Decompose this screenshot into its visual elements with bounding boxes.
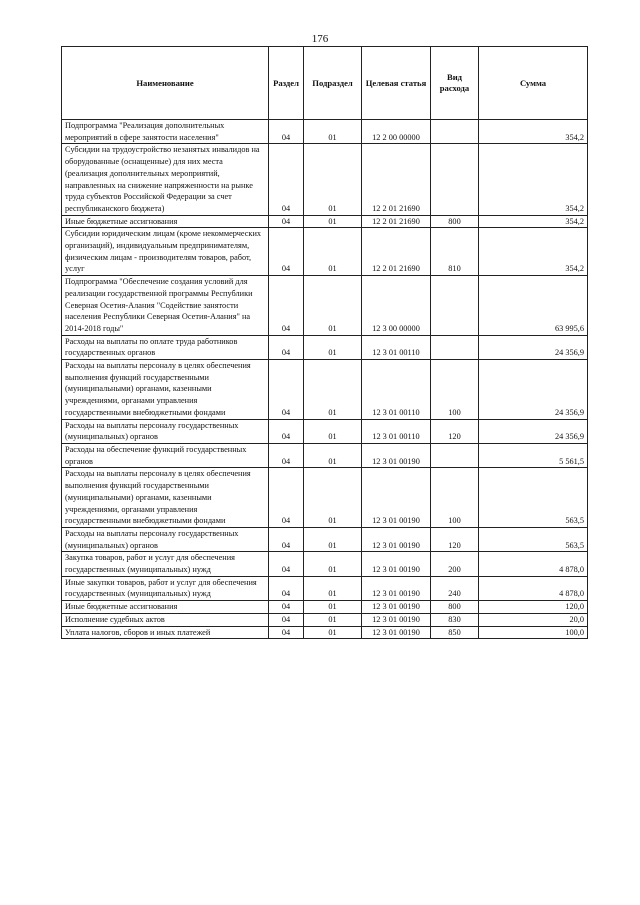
table-row <box>62 228 588 276</box>
row-vid: 120 <box>431 527 479 551</box>
header-name: Наименование <box>62 47 269 120</box>
row-statya: 12 2 01 21690 <box>362 228 431 276</box>
row-razdel: 04 <box>269 419 304 443</box>
row-vid: 800 <box>431 601 479 614</box>
row-summa: 20,0 <box>479 613 588 626</box>
row-summa: 24 356,9 <box>479 360 588 420</box>
row-vid <box>431 144 479 215</box>
row-summa: 4 878,0 <box>479 552 588 576</box>
table-row <box>62 120 588 144</box>
row-name: Расходы на выплаты персоналу в целях обеспечения выполнения функций государственными (муниципальными) органами, казенными учреждениями, органами управления государственными внебюджетными фондами <box>62 468 269 528</box>
row-podrazdel: 01 <box>304 276 362 336</box>
row-vid: 100 <box>431 360 479 420</box>
row-razdel: 04 <box>269 443 304 467</box>
page-number: 176 <box>311 33 329 45</box>
row-razdel: 04 <box>269 144 304 215</box>
row-razdel: 04 <box>269 228 304 276</box>
row-podrazdel: 01 <box>304 215 362 228</box>
row-statya: 12 3 01 00110 <box>362 419 431 443</box>
row-razdel: 04 <box>269 276 304 336</box>
row-podrazdel: 01 <box>304 601 362 614</box>
table-row <box>62 626 588 639</box>
row-name: Подпрограмма "Обеспечение создания условий для реализации государственной программы Республики Северная Осетия-Алания "Содействие занятости населения Республики Северная Осетия-Алания" на 2014-2018 годы" <box>62 276 269 336</box>
row-statya: 12 3 01 00190 <box>362 552 431 576</box>
row-podrazdel: 01 <box>304 144 362 215</box>
row-statya: 12 3 01 00190 <box>362 613 431 626</box>
row-razdel: 04 <box>269 626 304 639</box>
row-vid <box>431 335 479 359</box>
table-row <box>62 419 588 443</box>
row-statya: 12 3 01 00190 <box>362 468 431 528</box>
table-row <box>62 468 588 528</box>
row-name: Субсидии юридическим лицам (кроме некоммерческих организаций), индивидуальным предпринимателям, физическим лицам - производителям товаров, работ, услуг <box>62 228 269 276</box>
row-name: Иные бюджетные ассигнования <box>62 601 269 614</box>
row-podrazdel: 01 <box>304 468 362 528</box>
row-name: Иные закупки товаров, работ и услуг для обеспечения государственных (муниципальных) нужд <box>62 576 269 600</box>
row-name: Расходы на выплаты персоналу государственных (муниципальных) органов <box>62 419 269 443</box>
row-statya: 12 3 01 00190 <box>362 626 431 639</box>
row-name: Расходы на обеспечение функций государственных органов <box>62 443 269 467</box>
row-razdel: 04 <box>269 335 304 359</box>
row-razdel: 04 <box>269 613 304 626</box>
row-summa: 563,5 <box>479 527 588 551</box>
row-podrazdel: 01 <box>304 360 362 420</box>
row-razdel: 04 <box>269 527 304 551</box>
row-podrazdel: 01 <box>304 120 362 144</box>
row-vid <box>431 443 479 467</box>
row-statya: 12 3 01 00110 <box>362 360 431 420</box>
header-razdel: Раздел <box>269 47 304 120</box>
row-razdel: 04 <box>269 576 304 600</box>
table-row <box>62 443 588 467</box>
row-vid: 100 <box>431 468 479 528</box>
row-podrazdel: 01 <box>304 552 362 576</box>
row-razdel: 04 <box>269 552 304 576</box>
row-razdel: 04 <box>269 360 304 420</box>
table-row <box>62 144 588 215</box>
row-vid: 800 <box>431 215 479 228</box>
row-podrazdel: 01 <box>304 228 362 276</box>
row-summa: 120,0 <box>479 601 588 614</box>
row-podrazdel: 01 <box>304 527 362 551</box>
row-razdel: 04 <box>269 468 304 528</box>
row-vid <box>431 120 479 144</box>
row-name: Закупка товаров, работ и услуг для обеспечения государственных (муниципальных) нужд <box>62 552 269 576</box>
row-podrazdel: 01 <box>304 335 362 359</box>
table-row <box>62 215 588 228</box>
row-summa: 5 561,5 <box>479 443 588 467</box>
row-summa: 24 356,9 <box>479 419 588 443</box>
row-statya: 12 3 01 00190 <box>362 601 431 614</box>
row-vid: 810 <box>431 228 479 276</box>
row-name: Исполнение судебных актов <box>62 613 269 626</box>
budget-table <box>61 46 588 639</box>
row-name: Иные бюджетные ассигнования <box>62 215 269 228</box>
row-podrazdel: 01 <box>304 613 362 626</box>
row-summa: 354,2 <box>479 120 588 144</box>
row-name: Расходы на выплаты персоналу в целях обеспечения выполнения функций государственными (муниципальными) органами, казенными учреждениями, органами управления государственными внебюджетными фондами <box>62 360 269 420</box>
table-row <box>62 360 588 420</box>
row-statya: 12 3 00 00000 <box>362 276 431 336</box>
header-podrazdel: Подраздел <box>304 47 362 120</box>
row-razdel: 04 <box>269 120 304 144</box>
row-vid: 850 <box>431 626 479 639</box>
row-summa: 4 878,0 <box>479 576 588 600</box>
row-vid <box>431 276 479 336</box>
row-vid: 830 <box>431 613 479 626</box>
row-summa: 24 356,9 <box>479 335 588 359</box>
table-row <box>62 552 588 576</box>
row-razdel: 04 <box>269 601 304 614</box>
row-podrazdel: 01 <box>304 419 362 443</box>
row-name: Расходы на выплаты по оплате труда работников государственных органов <box>62 335 269 359</box>
row-name: Субсидии на трудоустройство незанятых инвалидов на оборудованные (оснащенные) для них места (реализация дополнительных мероприятий, направленных на снижение напряженности на рынке труда субъектов Российской Федерации за счет республиканского бюджета) <box>62 144 269 215</box>
table-row <box>62 527 588 551</box>
table-header-row <box>62 47 588 120</box>
row-summa: 354,2 <box>479 215 588 228</box>
row-statya: 12 3 01 00110 <box>362 335 431 359</box>
row-summa: 354,2 <box>479 228 588 276</box>
row-vid: 120 <box>431 419 479 443</box>
row-summa: 354,2 <box>479 144 588 215</box>
row-podrazdel: 01 <box>304 626 362 639</box>
row-statya: 12 3 01 00190 <box>362 527 431 551</box>
row-name: Расходы на выплаты персоналу государственных (муниципальных) органов <box>62 527 269 551</box>
header-statya: Целевая статья <box>362 47 431 120</box>
row-statya: 12 2 00 00000 <box>362 120 431 144</box>
table-row <box>62 276 588 336</box>
row-statya: 12 3 01 00190 <box>362 576 431 600</box>
row-name: Подпрограмма "Реализация дополнительных мероприятий в сфере занятости населения" <box>62 120 269 144</box>
row-razdel: 04 <box>269 215 304 228</box>
table-row <box>62 601 588 614</box>
table-row <box>62 613 588 626</box>
row-podrazdel: 01 <box>304 443 362 467</box>
row-podrazdel: 01 <box>304 576 362 600</box>
row-statya: 12 3 01 00190 <box>362 443 431 467</box>
table-row <box>62 335 588 359</box>
row-statya: 12 2 01 21690 <box>362 144 431 215</box>
row-name: Уплата налогов, сборов и иных платежей <box>62 626 269 639</box>
row-summa: 100,0 <box>479 626 588 639</box>
row-summa: 63 995,6 <box>479 276 588 336</box>
table-row <box>62 576 588 600</box>
row-statya: 12 2 01 21690 <box>362 215 431 228</box>
row-vid: 200 <box>431 552 479 576</box>
header-summa: Сумма <box>479 47 588 120</box>
row-summa: 563,5 <box>479 468 588 528</box>
header-vid: Вид расхода <box>431 47 479 120</box>
row-vid: 240 <box>431 576 479 600</box>
